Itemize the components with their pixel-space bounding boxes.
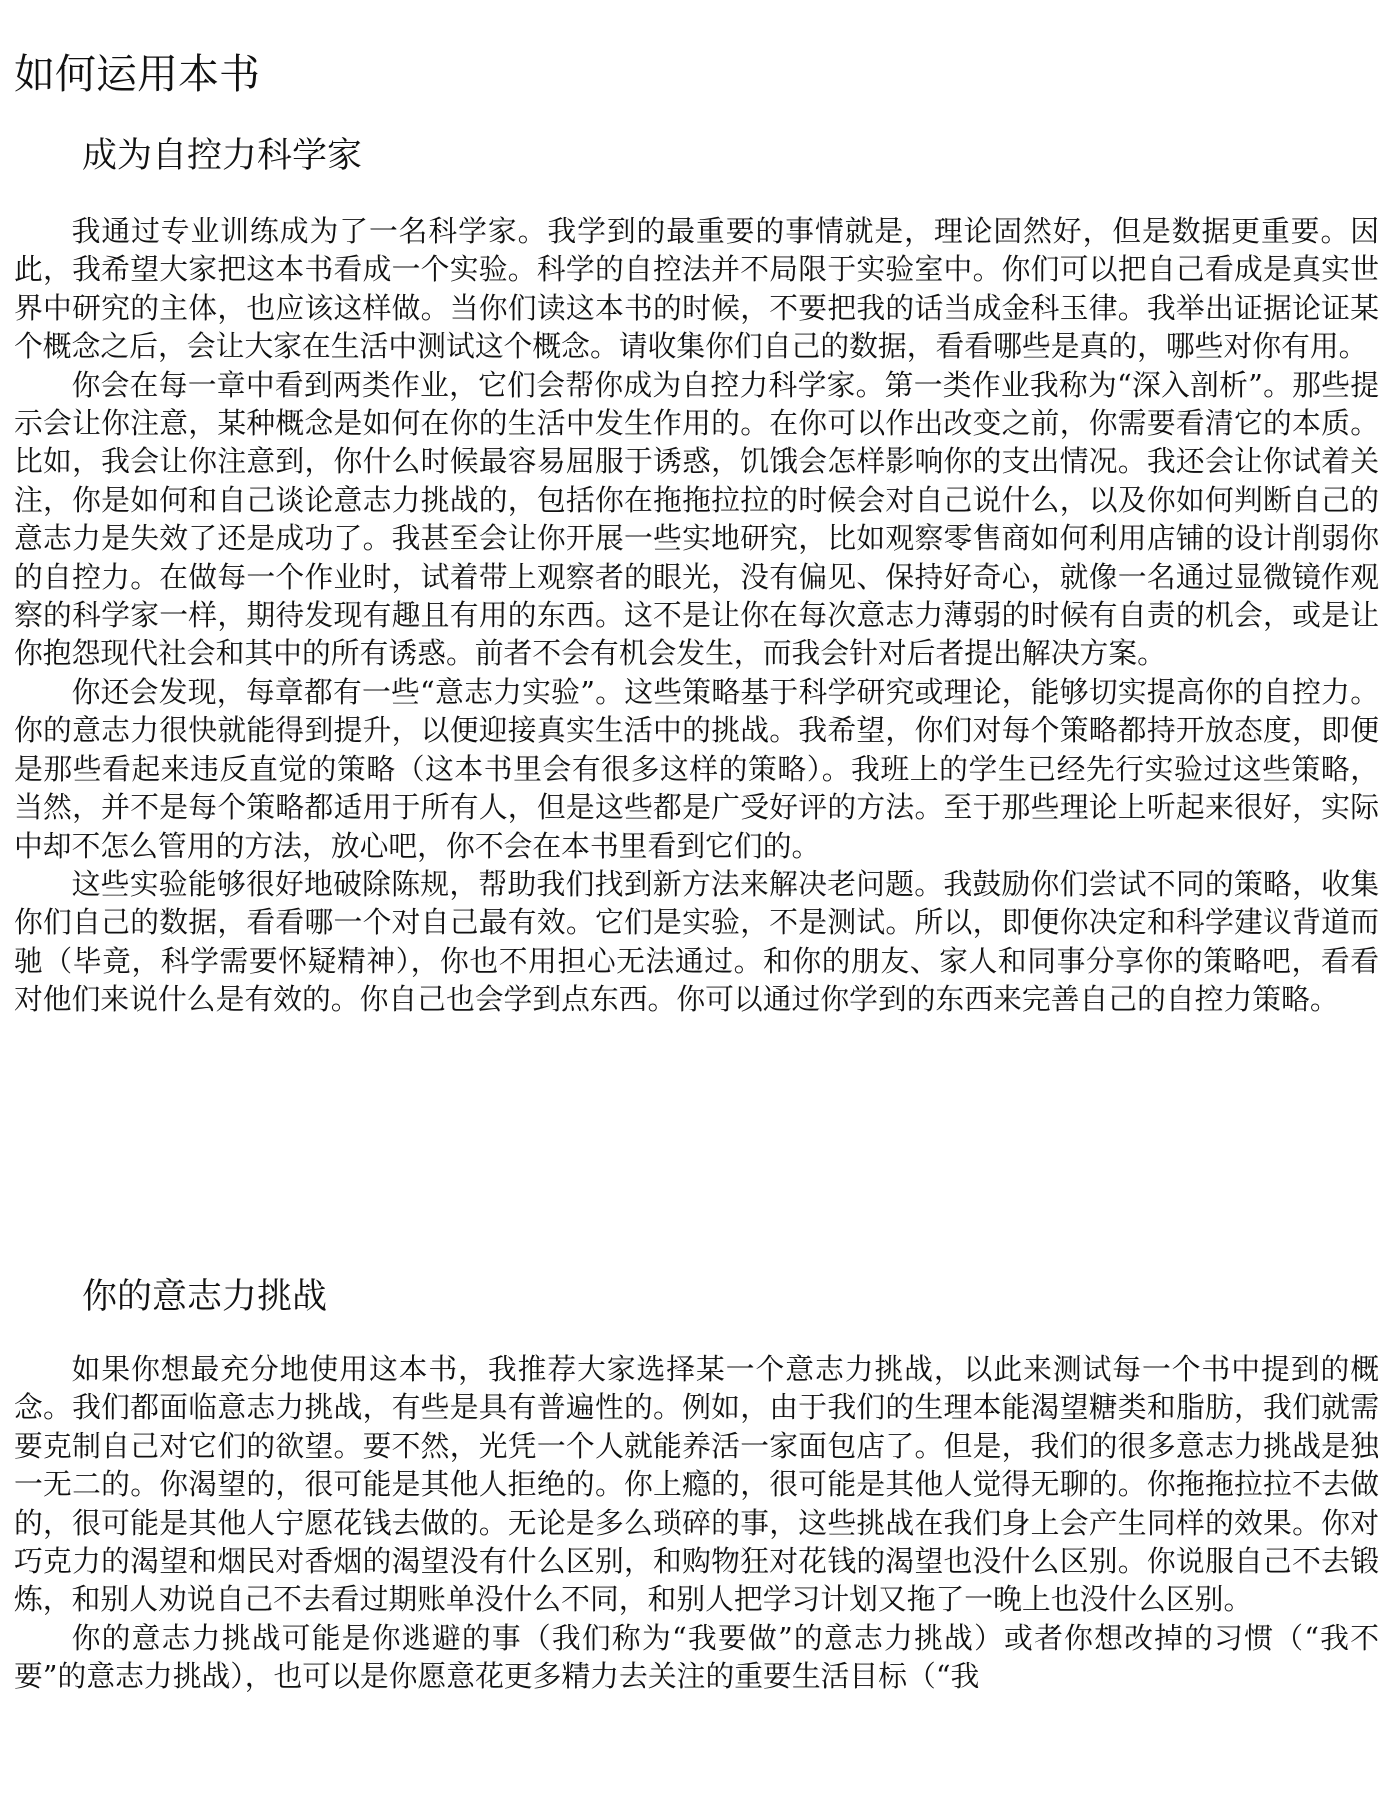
- section-challenge-body: [14, 1350, 1379, 1696]
- section-heading-challenge: 你的意志力挑战: [82, 1277, 328, 1317]
- paragraph: 这些实验能够很好地破除陈规，帮助我们找到新方法来解决老问题。我鼓励你们尝试不同的策略，收集你们自己的数据，看看哪一个对自己最有效。它们是实验，不是测试。所以，即便你决定和科学建议背道而驰（毕竟，科学需要怀疑精神），你也不用担心无法通过。和你的朋友、家人和同事分享你的策略吧，看看对他们来说什么是有效的。你自己也会学到点东西。你可以通过你学到的东西来完善自己的自控力策略。: [14, 866, 1379, 1017]
- paragraph: 你会在每一章中看到两类作业，它们会帮你成为自控力科学家。第一类作业我称为“深入剖析”。那些提示会让你注意，某种概念是如何在你的生活中发生作用的。在你可以作出改变之前，你需要看清它的本质。比如，我会让你注意到，你什么时候最容易屈服于诱惑，饥饿会怎样影响你的支出情况。我还会让你试着关注，你是如何和自己谈论意志力挑战的，包括你在拖拖拉拉的时候会对自己说什么，以及你如何判断自己的意志力是失效了还是成功了。我甚至会让你开展一些实地研究，比如观察零售商如何利用店铺的设计削弱你的自控力。在做每一个作业时，试着带上观察者的眼光，没有偏见、保持好奇心，就像一名通过显微镜作观察的科学家一样，期待发现有趣且有用的东西。这不是让你在每次意志力薄弱的时候有自责的机会，或是让你抱怨现代社会和其中的所有诱惑。前者不会有机会发生，而我会针对后者提出解决方案。: [14, 367, 1379, 671]
- document-title: 如何运用本书: [14, 50, 260, 98]
- paragraph: 如果你想最充分地使用这本书，我推荐大家选择某一个意志力挑战，以此来测试每一个书中提到的概念。我们都面临意志力挑战，有些是具有普遍性的。例如，由于我们的生理本能渴望糖类和脂肪，我们就需要克制自己对它们的欲望。要不然，光凭一个人就能养活一家面包店了。但是，我们的很多意志力挑战是独一无二的。你渴望的，很可能是其他人拒绝的。你上瘾的，很可能是其他人觉得无聊的。你拖拖拉拉不去做的，很可能是其他人宁愿花钱去做的。无论是多么琐碎的事，这些挑战在我们身上会产生同样的效果。你对巧克力的渴望和烟民对香烟的渴望没有什么区别，和购物狂对花钱的渴望也没什么区别。你说服自己不去锻炼，和别人劝说自己不去看过期账单没什么不同，和别人把学习计划又拖了一晚上也没什么区别。: [14, 1352, 1379, 1617]
- section-heading-scientist: 成为自控力科学家: [82, 136, 363, 176]
- section-scientist-body: [14, 212, 1379, 1019]
- paragraph: 我通过专业训练成为了一名科学家。我学到的最重要的事情就是，理论固然好，但是数据更重要。因此，我希望大家把这本书看成一个实验。科学的自控法并不局限于实验室中。你们可以把自己看成是真实世界中研究的主体，也应该这样做。当你们读这本书的时候，不要把我的话当成金科玉律。我举出证据论证某个概念之后，会让大家在生活中测试这个概念。请收集你们自己的数据，看看哪些是真的，哪些对你有用。: [14, 214, 1379, 364]
- paragraph: 你的意志力挑战可能是你逃避的事（我们称为“我要做”的意志力挑战）或者你想改掉的习惯（“我不要”的意志力挑战），也可以是你愿意花更多精力去关注的重要生活目标（“我: [14, 1620, 1379, 1694]
- paragraph: 你还会发现，每章都有一些“意志力实验”。这些策略基于科学研究或理论，能够切实提高你的自控力。你的意志力很快就能得到提升，以便迎接真实生活中的挑战。我希望，你们对每个策略都持开放态度，即便是那些看起来违反直觉的策略（这本书里会有很多这样的策略）。我班上的学生已经先行实验过这些策略，当然，并不是每个策略都适用于所有人，但是这些都是广受好评的方法。至于那些理论上听起来很好，实际中却不怎么管用的方法，放心吧，你不会在本书里看到它们的。: [14, 674, 1379, 863]
